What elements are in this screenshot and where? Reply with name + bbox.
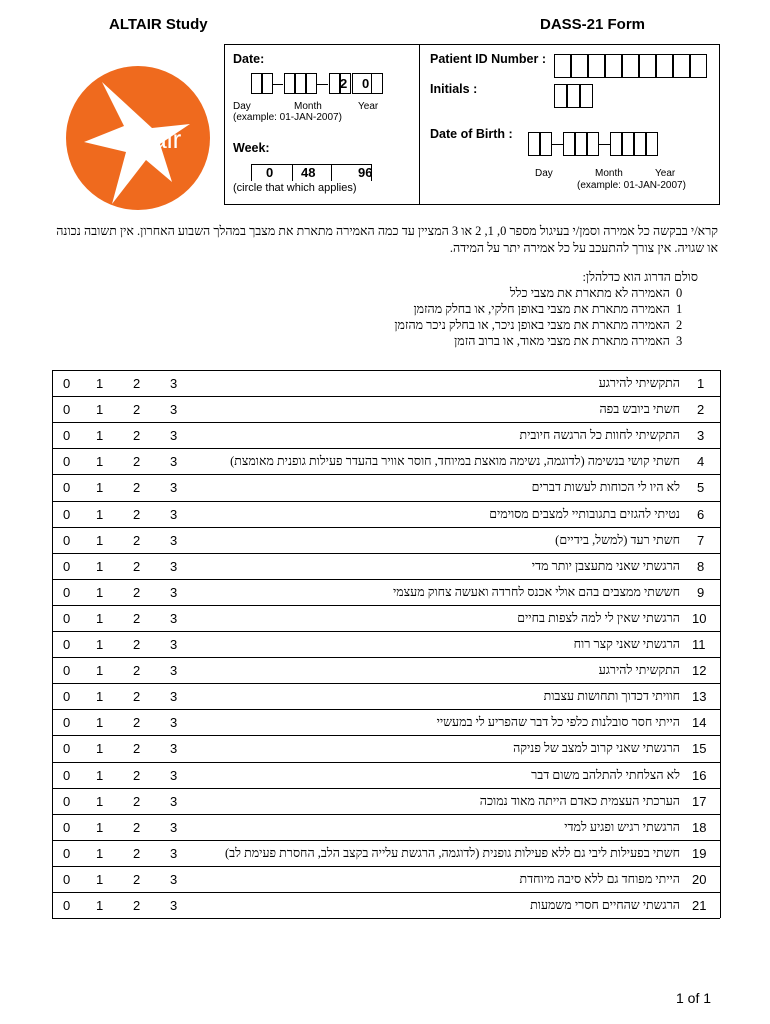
item-text: חששתי ממצבים בהם אולי אכנס לחרדה ואעשה צחוק מעצמי xyxy=(392,584,680,599)
date-year-label: Year xyxy=(358,101,379,112)
item-number: 17 xyxy=(692,793,707,809)
row-divider xyxy=(52,422,720,423)
score-option-0[interactable]: 0 xyxy=(63,480,71,496)
logo-text: Altair xyxy=(122,124,182,154)
scale-text: האמירה מתארת את מצבי מאוד, או ברוב הזמן xyxy=(454,334,670,348)
score-option-0[interactable]: 0 xyxy=(63,402,71,418)
score-option-2[interactable]: 2 xyxy=(133,715,141,731)
year-digit-2: 2 xyxy=(340,76,348,91)
item-text: התקשיתי להירגע xyxy=(598,663,680,678)
scale-num: 3 xyxy=(676,334,683,348)
patient-id-label: Patient ID Number : xyxy=(430,52,546,66)
score-option-2[interactable]: 2 xyxy=(133,480,141,496)
score-option-3[interactable]: 3 xyxy=(170,793,178,809)
initials-label: Initials : xyxy=(430,82,478,96)
scale-num: 0 xyxy=(676,286,683,300)
score-option-2[interactable]: 2 xyxy=(133,454,141,470)
scale-title: סולם הדרוג הוא כדלהלן: xyxy=(582,270,698,284)
week-note: (circle that which applies) xyxy=(233,182,357,194)
item-text: לא הצלחתי להתלהב משום דבר xyxy=(531,767,680,782)
week-label: Week: xyxy=(233,141,270,155)
row-divider xyxy=(52,579,720,580)
score-option-1[interactable]: 1 xyxy=(96,715,104,731)
dob-month-label: Month xyxy=(595,168,623,179)
score-option-2[interactable]: 2 xyxy=(133,793,141,809)
instructions-line-1: קרא/י בבקשה כל אמירה וסמן/י בעיגול מספר 0, 1, 2 או 3 המציין עד כמה האמירה מתארת את מצבך במהלך השבוע האחרון. אין תשובה נכונה xyxy=(56,224,718,238)
score-option-2[interactable]: 2 xyxy=(133,532,141,548)
score-option-2[interactable]: 2 xyxy=(133,845,141,861)
item-number: 13 xyxy=(692,689,707,705)
table-right-border xyxy=(720,370,721,918)
score-option-2[interactable]: 2 xyxy=(133,558,141,574)
item-text: נטיתי להגזים בתגובותיי למצבים מסוימים xyxy=(489,506,680,521)
score-option-0[interactable]: 0 xyxy=(63,428,71,444)
score-option-1[interactable]: 1 xyxy=(96,898,104,913)
row-divider xyxy=(52,866,720,867)
score-option-2[interactable]: 2 xyxy=(133,506,141,522)
score-option-3[interactable]: 3 xyxy=(170,898,178,913)
week-option-0[interactable]: 0 xyxy=(266,165,274,180)
score-option-1[interactable]: 1 xyxy=(96,689,104,705)
date-example: (example: 01-JAN-2007) xyxy=(233,112,342,123)
score-option-3[interactable]: 3 xyxy=(170,819,178,835)
item-text: חשתי ביובש בפה xyxy=(599,402,680,417)
score-option-0[interactable]: 0 xyxy=(63,845,71,861)
score-option-0[interactable]: 0 xyxy=(63,610,71,626)
item-number: 9 xyxy=(697,584,705,600)
item-number: 2 xyxy=(697,402,705,418)
score-option-2[interactable]: 2 xyxy=(133,584,141,600)
score-option-2[interactable]: 2 xyxy=(133,376,141,391)
score-option-0[interactable]: 0 xyxy=(63,454,71,470)
item-number: 6 xyxy=(697,506,705,522)
score-option-0[interactable]: 0 xyxy=(63,793,71,809)
score-option-1[interactable]: 1 xyxy=(96,376,104,391)
instructions-line-2: או שגויה. אין צורך להתעכב על כל אמירה יתר על המידה. xyxy=(449,241,718,255)
row-divider xyxy=(52,553,720,554)
form-title: DASS-21 Form xyxy=(540,16,646,33)
score-option-0[interactable]: 0 xyxy=(63,898,71,913)
item-text: חשתי קושי בנשימה (לדוגמה, נשימה מואצת במיוחד, חוסר אוויר בהעדר פעילות גופנית מאומצת) xyxy=(230,454,680,469)
row-divider xyxy=(52,892,720,893)
item-number: 19 xyxy=(692,845,707,861)
item-number: 1 xyxy=(697,376,705,391)
score-option-1[interactable]: 1 xyxy=(96,741,104,757)
score-option-0[interactable]: 0 xyxy=(63,663,71,679)
item-text: חשתי בפעילות ליבי גם ללא פעילות גופנית (לדוגמה, הרגשת עלייה בקצב הלב, החסרת פעימת לב) xyxy=(224,845,680,860)
score-option-2[interactable]: 2 xyxy=(133,663,141,679)
score-option-3[interactable]: 3 xyxy=(170,454,178,470)
item-number: 3 xyxy=(697,428,705,444)
score-option-3[interactable]: 3 xyxy=(170,845,178,861)
table-left-border xyxy=(52,370,53,918)
score-option-0[interactable]: 0 xyxy=(63,715,71,731)
item-text: חשתי רעד (למשל, בידיים) xyxy=(555,532,680,547)
scale-text: האמירה מתארת את מצבי באופן חלקי, או בחלק מהזמן xyxy=(413,302,670,316)
scale-num: 1 xyxy=(676,302,683,316)
score-option-2[interactable]: 2 xyxy=(133,819,141,835)
score-option-2[interactable]: 2 xyxy=(133,898,141,913)
score-option-2[interactable]: 2 xyxy=(133,871,141,887)
score-option-0[interactable]: 0 xyxy=(63,584,71,600)
score-option-0[interactable]: 0 xyxy=(63,741,71,757)
row-divider xyxy=(52,814,720,815)
row-divider xyxy=(52,788,720,789)
week-option-96[interactable]: 96 xyxy=(358,165,373,180)
score-option-3[interactable]: 3 xyxy=(170,689,178,705)
item-text: לא היו לי הכוחות לעשות דברים xyxy=(531,480,680,495)
item-number: 7 xyxy=(697,532,705,548)
item-text: הרגשתי שאני קצר רוח xyxy=(573,637,680,651)
dob-example: (example: 01-JAN-2007) xyxy=(577,180,686,191)
row-divider xyxy=(52,735,720,736)
item-number: 14 xyxy=(692,715,707,731)
score-option-1[interactable]: 1 xyxy=(96,506,104,522)
item-text: הרגשתי שאין לי למה לצפות בחיים xyxy=(517,610,680,625)
score-option-0[interactable]: 0 xyxy=(63,558,71,574)
score-option-1[interactable]: 1 xyxy=(96,558,104,574)
row-divider xyxy=(52,918,720,919)
item-text: התקשיתי לחוות כל הרגשה חיובית xyxy=(519,428,680,443)
row-divider xyxy=(52,448,720,449)
score-option-3[interactable]: 3 xyxy=(170,584,178,600)
row-divider xyxy=(52,762,720,763)
score-option-0[interactable]: 0 xyxy=(63,871,71,887)
score-option-0[interactable]: 0 xyxy=(63,532,71,548)
item-text: הייתי חסר סובלנות כלפי כל דבר שהפריע לי במעשיי xyxy=(436,715,680,730)
score-option-1[interactable]: 1 xyxy=(96,819,104,835)
scale-text: האמירה מתארת את מצבי באופן ניכר, או בחלק ניכר מהזמן xyxy=(394,318,670,332)
item-number: 20 xyxy=(692,871,707,887)
score-option-1[interactable]: 1 xyxy=(96,584,104,600)
score-option-3[interactable]: 3 xyxy=(170,480,178,496)
item-text: התקשיתי להירגע xyxy=(598,376,680,390)
year-digit-0: 0 xyxy=(362,76,370,91)
score-option-1[interactable]: 1 xyxy=(96,532,104,548)
score-option-0[interactable]: 0 xyxy=(63,637,71,652)
row-divider xyxy=(52,396,720,397)
score-option-1[interactable]: 1 xyxy=(96,480,104,496)
item-number: 8 xyxy=(697,558,705,574)
item-number: 5 xyxy=(697,480,705,496)
scale-num: 2 xyxy=(676,318,683,332)
score-option-3[interactable]: 3 xyxy=(170,767,178,783)
item-text: הרגשתי שאני קרוב למצב של פניקה xyxy=(513,741,680,756)
score-option-2[interactable]: 2 xyxy=(133,610,141,626)
score-option-3[interactable]: 3 xyxy=(170,376,178,391)
score-option-3[interactable]: 3 xyxy=(170,532,178,548)
date-month-label: Month xyxy=(294,101,322,112)
item-number: 18 xyxy=(692,819,707,835)
score-option-3[interactable]: 3 xyxy=(170,715,178,731)
score-option-2[interactable]: 2 xyxy=(133,637,141,652)
item-number: 4 xyxy=(697,454,705,470)
item-text: הרגשתי שאני מתעצבן יותר מדי xyxy=(531,558,680,573)
row-divider xyxy=(52,840,720,841)
item-number: 11 xyxy=(692,637,706,652)
item-text: חוויתי דכדוך ותחושות עצבות xyxy=(543,689,680,704)
score-option-0[interactable]: 0 xyxy=(63,689,71,705)
score-option-3[interactable]: 3 xyxy=(170,402,178,418)
study-title: ALTAIR Study xyxy=(109,16,208,33)
dob-year-label: Year xyxy=(655,168,676,179)
score-option-1[interactable]: 1 xyxy=(96,767,104,783)
score-option-3[interactable]: 3 xyxy=(170,506,178,522)
row-divider xyxy=(52,709,720,710)
score-option-1[interactable]: 1 xyxy=(96,663,104,679)
item-number: 16 xyxy=(692,767,707,783)
dob-day-label: Day xyxy=(535,168,553,179)
score-option-1[interactable]: 1 xyxy=(96,454,104,470)
score-option-2[interactable]: 2 xyxy=(133,741,141,757)
score-option-0[interactable]: 0 xyxy=(63,506,71,522)
score-option-3[interactable]: 3 xyxy=(170,871,178,887)
row-divider xyxy=(52,657,720,658)
dob-label: Date of Birth : xyxy=(430,127,513,141)
page-number: 1 of 1 xyxy=(676,990,712,1006)
score-option-3[interactable]: 3 xyxy=(170,610,178,626)
altair-logo xyxy=(64,64,212,212)
scale-text: האמירה לא מתארת את מצבי כלל xyxy=(509,286,670,300)
score-option-1[interactable]: 1 xyxy=(96,871,104,887)
item-text: הייתי מפוחד גם ללא סיבה מיוחדת xyxy=(519,871,680,886)
score-option-1[interactable]: 1 xyxy=(96,428,104,444)
row-divider xyxy=(52,474,720,475)
row-divider xyxy=(52,370,720,371)
score-option-0[interactable]: 0 xyxy=(63,376,71,391)
score-option-3[interactable]: 3 xyxy=(170,741,178,757)
score-option-3[interactable]: 3 xyxy=(170,663,178,679)
score-option-2[interactable]: 2 xyxy=(133,767,141,783)
score-option-2[interactable]: 2 xyxy=(133,689,141,705)
item-number: 12 xyxy=(692,663,707,679)
row-divider xyxy=(52,631,720,632)
header-divider xyxy=(419,44,420,205)
score-option-2[interactable]: 2 xyxy=(133,428,141,444)
score-option-0[interactable]: 0 xyxy=(63,767,71,783)
item-number: 21 xyxy=(692,898,707,913)
item-number: 10 xyxy=(692,610,707,626)
week-option-48[interactable]: 48 xyxy=(301,165,316,180)
row-divider xyxy=(52,605,720,606)
score-option-1[interactable]: 1 xyxy=(96,402,104,418)
score-option-0[interactable]: 0 xyxy=(63,819,71,835)
score-option-3[interactable]: 3 xyxy=(170,637,178,652)
row-divider xyxy=(52,501,720,502)
score-option-3[interactable]: 3 xyxy=(170,428,178,444)
row-divider xyxy=(52,527,720,528)
row-divider xyxy=(52,683,720,684)
score-option-1[interactable]: 1 xyxy=(96,610,104,626)
item-text: הרגשתי שהחיים חסרי משמעות xyxy=(530,898,680,912)
score-option-1[interactable]: 1 xyxy=(96,637,104,652)
date-day-label: Day xyxy=(233,101,251,112)
date-label: Date: xyxy=(233,52,265,66)
score-option-1[interactable]: 1 xyxy=(96,845,104,861)
score-option-3[interactable]: 3 xyxy=(170,558,178,574)
score-option-1[interactable]: 1 xyxy=(96,793,104,809)
score-option-2[interactable]: 2 xyxy=(133,402,141,418)
item-text: הערכתי העצמית כאדם הייתה מאוד נמוכה xyxy=(479,793,680,808)
item-number: 15 xyxy=(692,741,707,757)
item-text: הרגשתי רגיש ופגיע למדי xyxy=(564,819,680,834)
